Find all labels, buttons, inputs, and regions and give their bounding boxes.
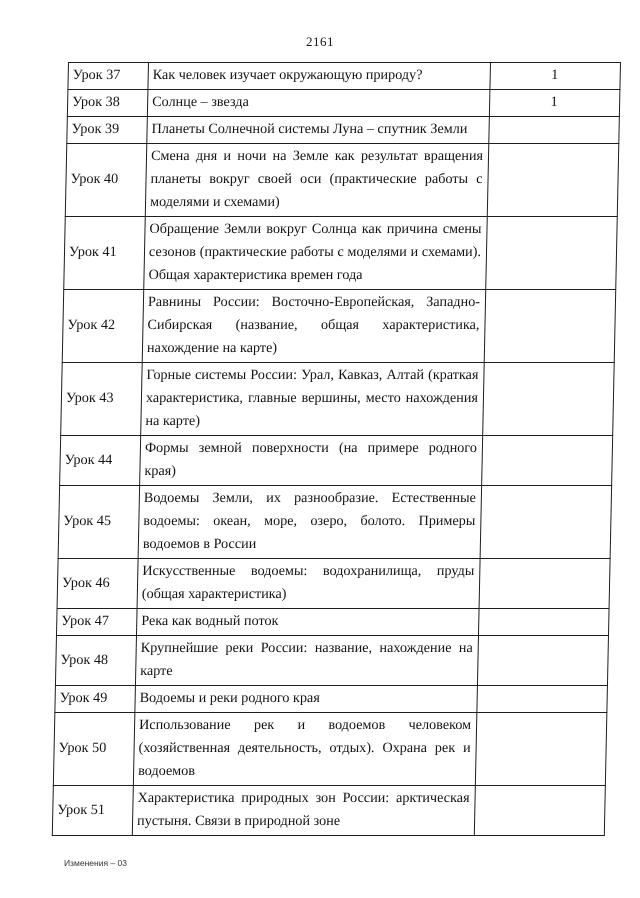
lesson-hours-cell (477, 686, 608, 713)
lesson-number-cell: Урок 44 (60, 436, 141, 486)
lesson-hours-cell (480, 486, 612, 559)
lesson-hours-cell (477, 636, 608, 686)
table-row (53, 713, 607, 786)
lesson-topic-cell: Река как водный поток (136, 609, 479, 636)
lesson-number-cell: Урок 38 (67, 90, 148, 117)
lesson-schedule-table (52, 62, 621, 836)
lesson-hours-cell (486, 217, 618, 290)
lesson-hours-cell: 1 (490, 63, 621, 90)
table-row (57, 559, 610, 609)
lesson-number-cell: Урок 47 (56, 609, 137, 636)
lesson-topic-cell: Характеристика природных зон России: арктическая пустыня. Связи в природной зоне (132, 786, 475, 836)
lesson-number-cell: Урок 37 (68, 63, 149, 90)
lesson-number-cell: Урок 39 (67, 117, 148, 144)
lesson-number-cell: Урок 51 (52, 786, 133, 836)
lesson-topic-cell: Водоемы Земли, их разнообразие. Естественные водоемы: океан, море, озеро, болото. Примеры водоемов в России (138, 486, 482, 559)
lesson-hours-cell (483, 363, 615, 436)
lesson-topic-cell: Крупнейшие реки России: название, нахождение на карте (135, 636, 478, 686)
lesson-number-cell: Урок 40 (65, 144, 147, 217)
table-row (55, 636, 608, 686)
lesson-hours-cell (487, 144, 619, 217)
table-row (67, 90, 620, 117)
lesson-number-cell: Урок 49 (55, 686, 136, 713)
lesson-topic-cell: Водоемы и реки родного края (135, 686, 478, 713)
table-row (67, 117, 620, 144)
lesson-topic-cell: Горные системы России: Урал, Кавказ, Алтай (краткая характеристика, главные вершины, место нахождения на карте) (141, 363, 485, 436)
lesson-number-cell: Урок 48 (55, 636, 136, 686)
lesson-hours-cell: 1 (489, 90, 620, 117)
footer-revision-note: Изменения – 03 (64, 858, 127, 868)
lesson-hours-cell (479, 559, 610, 609)
table-row (55, 686, 608, 713)
table-row (64, 217, 618, 290)
lesson-topic-cell: Как человек изучает окружающую природу? (148, 63, 491, 90)
table-row (56, 609, 609, 636)
table-row (68, 63, 621, 90)
lesson-topic-cell: Формы земной поверхности (на примере родного края) (140, 436, 483, 486)
lesson-topic-cell: Искусственные водоемы: водохранилища, пруды (общая характеристика) (137, 559, 480, 609)
lesson-hours-cell (475, 713, 607, 786)
table-row (58, 486, 612, 559)
lesson-topic-cell: Планеты Солнечной системы Луна – спутник Земли (147, 117, 490, 144)
table-row (60, 436, 613, 486)
lesson-number-cell: Урок 42 (62, 290, 144, 363)
lesson-topic-cell: Солнце – звезда (147, 90, 490, 117)
lesson-number-cell: Урок 45 (58, 486, 140, 559)
lesson-number-cell: Урок 41 (64, 217, 146, 290)
lesson-hours-cell (484, 290, 616, 363)
lesson-number-cell: Урок 43 (61, 363, 143, 436)
table-row (52, 786, 605, 836)
lesson-topic-cell: Использование рек и водоемов человеком (хозяйственная деятельность, отдых). Охрана рек и водоемов (133, 713, 477, 786)
table-row (62, 290, 616, 363)
lesson-topic-cell: Обращение Земли вокруг Солнца как причина смены сезонов (практические работы с моделями и схемами). Общая характеристика времен года (144, 217, 488, 290)
lesson-number-cell: Урок 46 (57, 559, 138, 609)
lesson-topic-cell: Равнины России: Восточно-Европейская, Западно-Сибирская (название, общая характеристика, нахождение на карте) (142, 290, 486, 363)
lesson-hours-cell (478, 609, 609, 636)
page-number: 2161 (306, 34, 334, 49)
table-body (52, 63, 620, 836)
lesson-hours-cell (482, 436, 613, 486)
lesson-hours-cell (474, 786, 605, 836)
lesson-hours-cell (489, 117, 620, 144)
lesson-number-cell: Урок 50 (53, 713, 135, 786)
table-row (61, 363, 615, 436)
lesson-topic-cell: Смена дня и ночи на Земле как результат вращения планеты вокруг своей оси (практические работы с моделями и схемами) (145, 144, 489, 217)
table-row (65, 144, 619, 217)
